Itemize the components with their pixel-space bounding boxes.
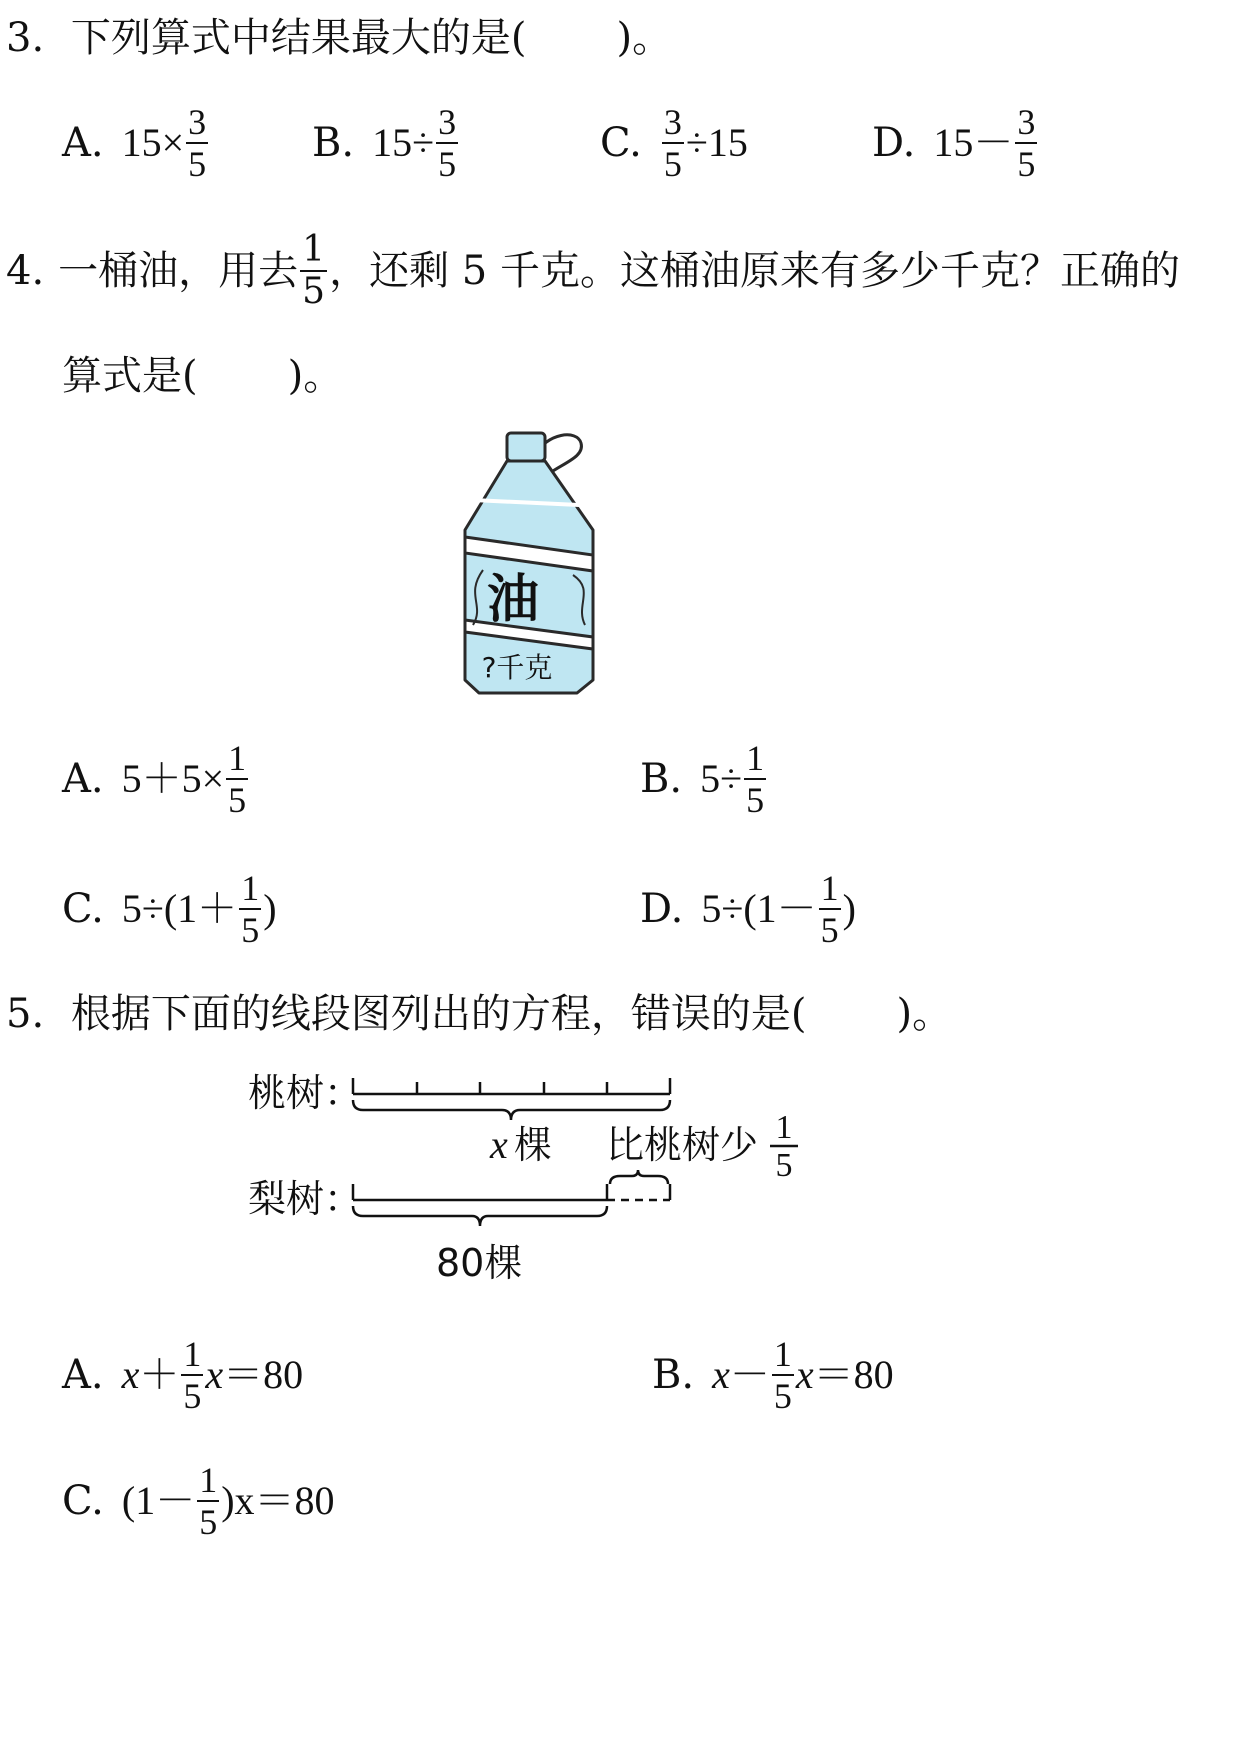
q4-option-b[interactable] — [640, 740, 768, 818]
q3-stem-text: 下列算式中结果最大的是( — [70, 15, 527, 61]
numerator: 1 — [302, 229, 326, 270]
fraction — [662, 104, 684, 182]
expr-text: 5÷ — [700, 756, 743, 801]
q3-number: 3. — [6, 15, 45, 61]
q5-option-c[interactable] — [62, 1462, 335, 1540]
q5-number: 5. — [6, 991, 45, 1037]
q5-stem — [6, 991, 953, 1037]
pear-label: 梨树： — [248, 1177, 363, 1221]
q4-stem-line1 — [6, 229, 1180, 312]
denominator: 5 — [663, 144, 682, 184]
less-fraction-num: 1 — [775, 1109, 793, 1146]
numerator: 1 — [228, 738, 247, 778]
expr-text: ÷15 — [685, 120, 748, 165]
q3-stem-close: )。 — [616, 15, 673, 61]
variable: x — [205, 1352, 224, 1397]
fraction — [226, 740, 248, 818]
variable: x — [795, 1352, 814, 1397]
q3-option-c[interactable] — [600, 104, 748, 182]
q3-stem — [6, 15, 673, 61]
bottle-label-oil: 油 — [486, 570, 540, 630]
q5-option-b[interactable] — [652, 1336, 894, 1414]
option-label: B. — [640, 756, 683, 802]
denominator: 5 — [241, 910, 260, 950]
q4-stem-fraction — [300, 229, 327, 312]
fraction — [239, 870, 261, 948]
expr-text: ) — [842, 886, 856, 931]
expr-text: ＋ — [139, 1352, 180, 1397]
q4-stem-close: )。 — [287, 353, 344, 399]
numerator: 1 — [199, 1460, 218, 1500]
expr-text: 15× — [121, 120, 185, 165]
variable: x — [121, 1352, 140, 1397]
q4-number: 4. — [6, 248, 45, 294]
q5-option-a[interactable] — [62, 1336, 303, 1414]
peach-total-unit: 棵 — [514, 1123, 553, 1167]
fraction — [436, 104, 458, 182]
q5-stem-close: )。 — [896, 991, 953, 1037]
numerator: 3 — [1017, 102, 1036, 142]
option-label: A. — [62, 756, 104, 802]
denominator: 5 — [302, 271, 326, 312]
expr-text: 5÷(1－ — [701, 886, 817, 931]
fraction — [1015, 104, 1037, 182]
expr-text: 5＋5× — [121, 756, 225, 801]
denominator: 5 — [199, 1502, 218, 1542]
option-label: B. — [652, 1352, 695, 1398]
numerator: 1 — [746, 738, 765, 778]
q4-stem-text-cont: ，还剩 5 千克。这桶油原来有多少千克？正确的 — [329, 248, 1180, 294]
numerator: 1 — [183, 1334, 202, 1374]
missing-brace — [610, 1170, 668, 1184]
q4-option-a[interactable] — [62, 740, 250, 818]
q4-stem-line2-text: 算式是( — [62, 353, 198, 399]
pear-total: 80棵 — [436, 1241, 523, 1285]
q4-option-c[interactable] — [62, 870, 277, 948]
numerator: 3 — [188, 102, 207, 142]
denominator: 5 — [1017, 144, 1036, 184]
expr-text: ＝80 — [223, 1352, 304, 1397]
q4-option-d[interactable] — [640, 870, 856, 948]
option-label: A. — [62, 1352, 104, 1398]
fraction — [819, 870, 841, 948]
numerator: 3 — [663, 102, 682, 142]
option-label: C. — [62, 1478, 104, 1524]
q4-stem-line2 — [62, 353, 344, 399]
q5-stem-text: 根据下面的线段图列出的方程，错误的是( — [70, 991, 807, 1037]
q3-option-d[interactable] — [872, 104, 1039, 182]
option-label: B. — [312, 120, 355, 166]
q4-stem-text: 一桶油，用去 — [58, 248, 299, 294]
numerator: 1 — [241, 868, 260, 908]
denominator: 5 — [746, 780, 765, 820]
fraction — [744, 740, 766, 818]
peach-total-var: x — [490, 1122, 508, 1167]
denominator: 5 — [773, 1376, 792, 1416]
expr-text: ) — [263, 886, 277, 931]
less-fraction-den: 5 — [775, 1147, 793, 1184]
option-label: C. — [600, 120, 642, 166]
expr-text: ＝80 — [813, 1352, 894, 1397]
expr-text: 15÷ — [372, 120, 435, 165]
denominator: 5 — [228, 780, 247, 820]
denominator: 5 — [820, 910, 839, 950]
numerator: 1 — [820, 868, 839, 908]
numerator: 1 — [773, 1334, 792, 1374]
denominator: 5 — [438, 144, 457, 184]
peach-brace — [353, 1100, 670, 1120]
expr-text: 5÷(1＋ — [121, 886, 238, 931]
expr-text: (1－ — [121, 1478, 196, 1523]
option-label: D. — [872, 120, 916, 166]
less-text: 比桃树少 — [606, 1123, 759, 1167]
variable: x — [712, 1352, 730, 1397]
oil-bottle-illustration — [455, 425, 615, 700]
option-label: D. — [640, 886, 684, 932]
expr-text: )x＝80 — [221, 1478, 335, 1523]
denominator: 5 — [183, 1376, 202, 1416]
denominator: 5 — [188, 144, 207, 184]
bottle-label-weight: ?千克 — [481, 651, 553, 684]
bottle-cap — [507, 433, 545, 461]
fraction — [197, 1462, 219, 1540]
expr-text: 15－ — [933, 120, 1014, 165]
option-label: C. — [62, 886, 104, 932]
peach-label: 桃树： — [248, 1071, 363, 1115]
q3-option-a[interactable] — [62, 104, 210, 182]
option-label: A. — [62, 120, 104, 166]
line-segment-diagram — [240, 1060, 840, 1300]
fraction — [186, 104, 208, 182]
pear-brace — [353, 1206, 607, 1226]
q3-option-b[interactable] — [312, 104, 460, 182]
fraction — [772, 1336, 794, 1414]
expr-text: － — [729, 1352, 770, 1397]
numerator: 3 — [438, 102, 457, 142]
fraction — [181, 1336, 203, 1414]
